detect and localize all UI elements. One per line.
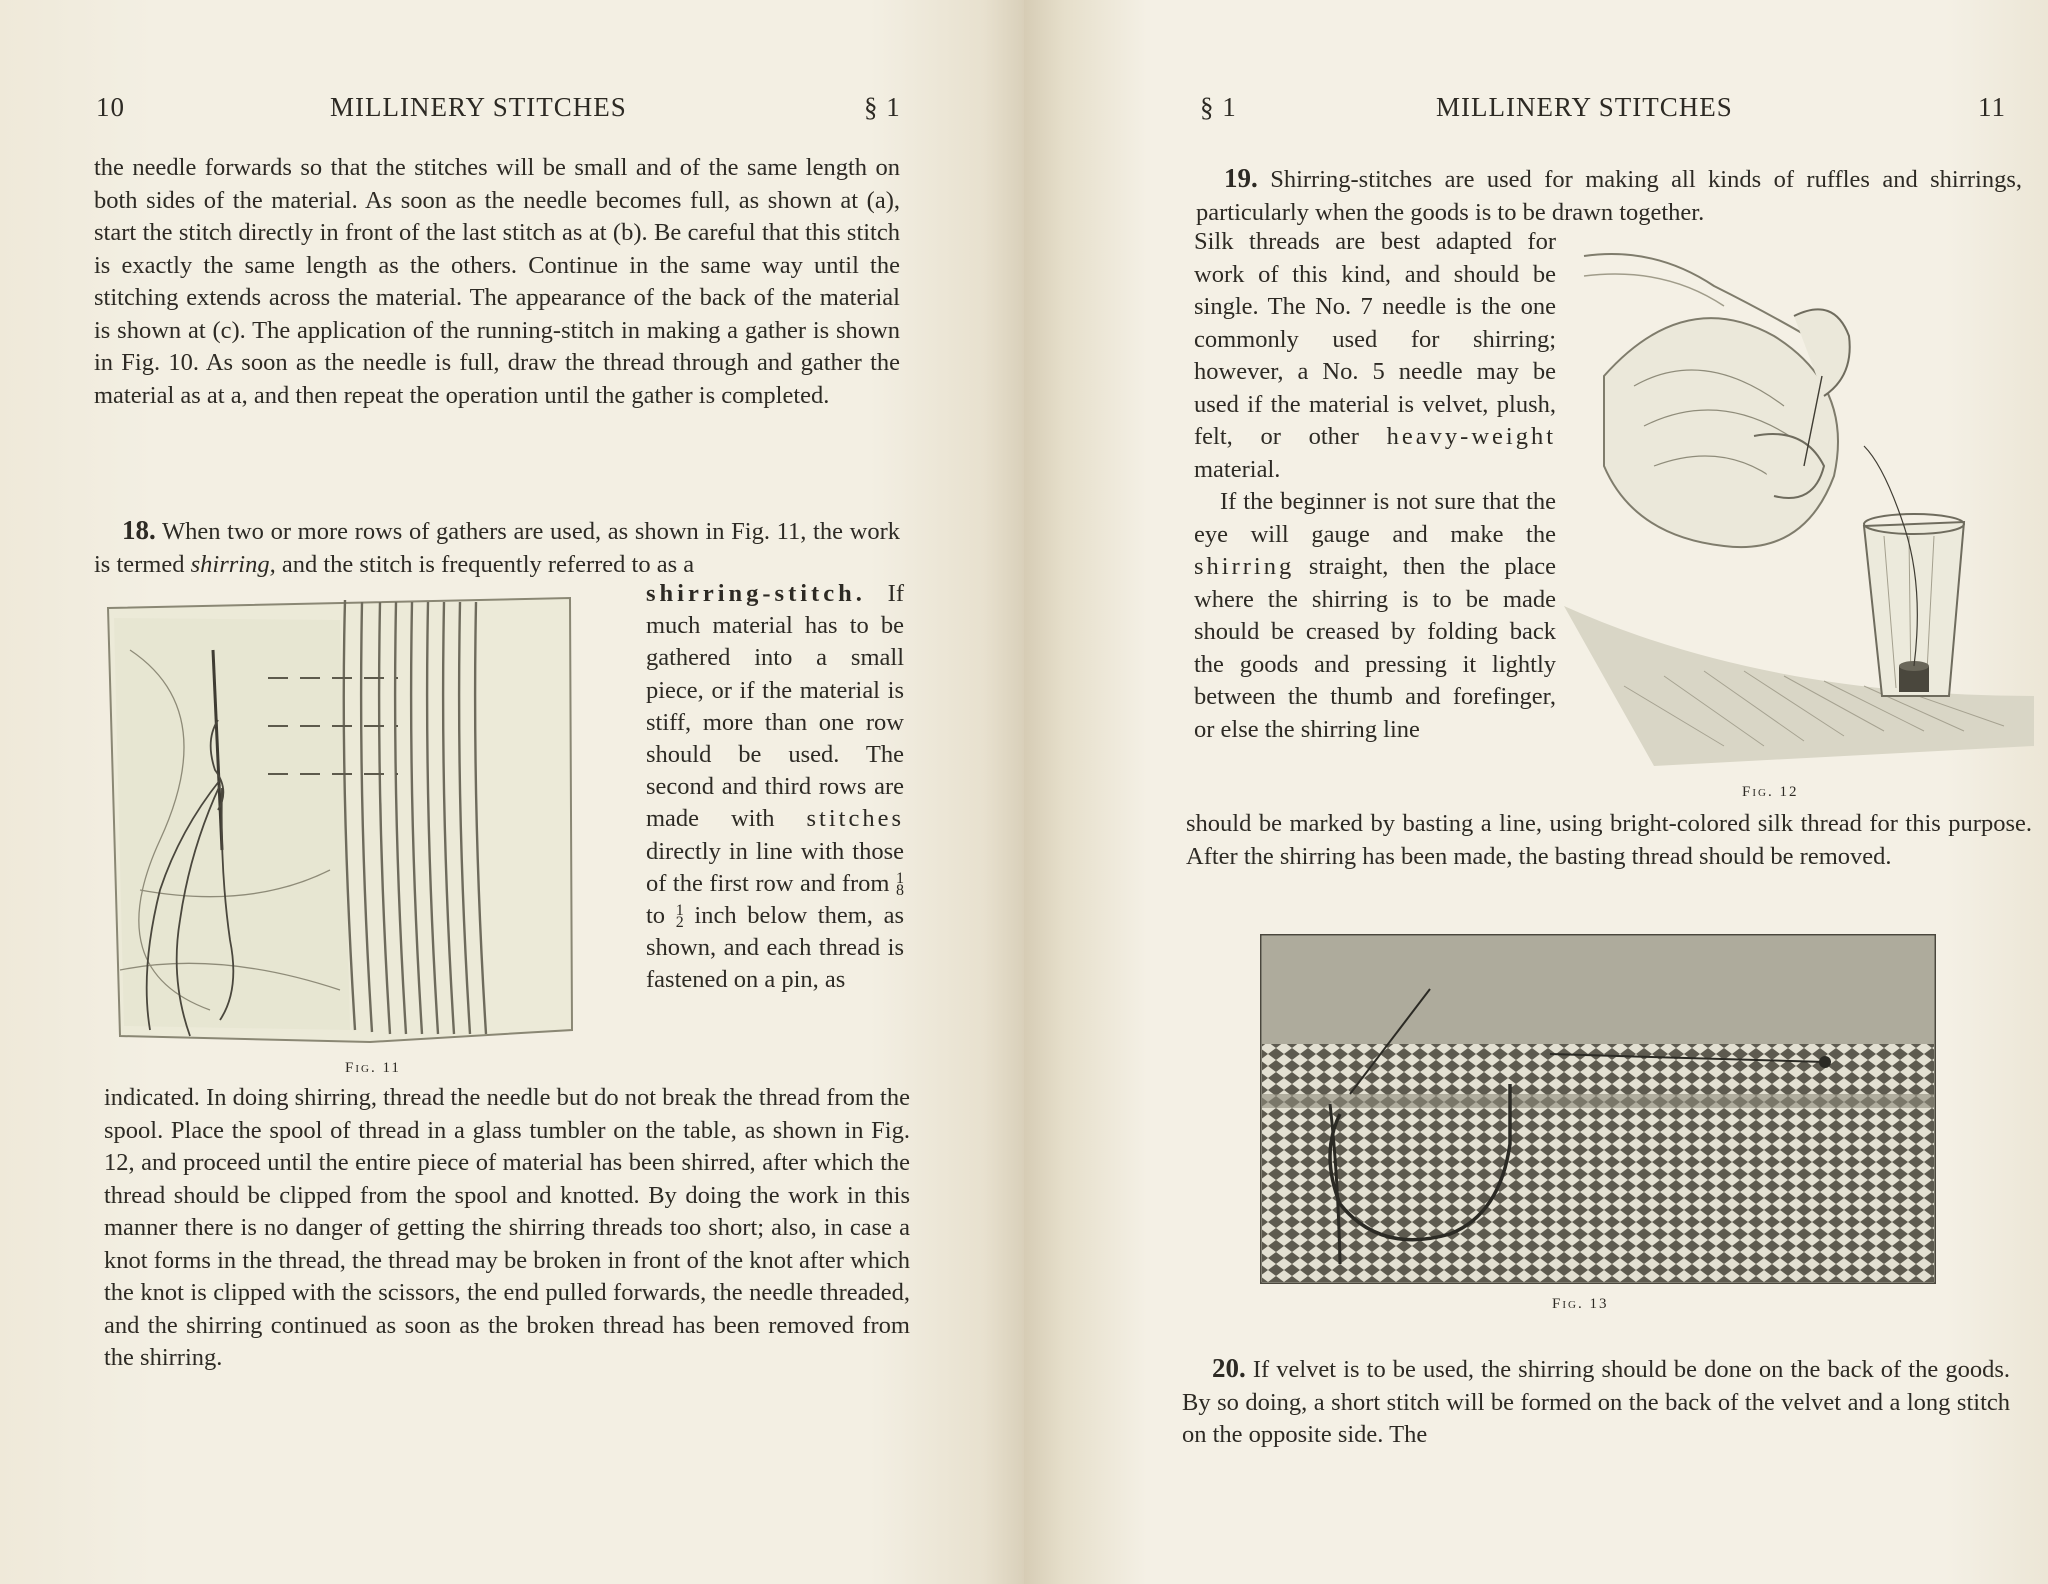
side-text-2: directly in line with those of the first row and from bbox=[646, 837, 904, 897]
section-number: 19. bbox=[1224, 163, 1258, 193]
side-column-text bbox=[1194, 226, 1556, 486]
page-number: 10 bbox=[96, 92, 125, 122]
section-19-after-text: should be marked by basting a line, using bright-colored silk thread for this purpose. After the shirring has been made, the basting thread should be removed. bbox=[1186, 810, 2032, 870]
section-18-intro bbox=[94, 514, 900, 581]
frac-num: 1 bbox=[675, 902, 684, 920]
term-shirring-stitch: shirring-stitch. bbox=[646, 580, 866, 607]
fig-11-illustration bbox=[100, 590, 580, 1050]
side-column-text-2 bbox=[1194, 486, 1556, 746]
section-number: 18. bbox=[122, 515, 156, 545]
section-text: Shirring-stitches are used for making all kinds of ruffles and shirrings, particularly when the goods is to be drawn together. bbox=[1196, 166, 2023, 226]
section-19-side-column bbox=[1194, 226, 1556, 746]
section-18-continued bbox=[104, 1082, 910, 1375]
section-mark: § 1 bbox=[1200, 92, 1237, 122]
section-mark: § 1 bbox=[864, 92, 901, 122]
fig-13-caption: Fig. 13 bbox=[1552, 1296, 1609, 1312]
section-text: and the stitch is frequently referred to as a bbox=[281, 550, 695, 578]
side-text-2a: If the beginner is not sure that the eye will gauge and make the bbox=[1194, 488, 1556, 548]
term-shirring: shirring, bbox=[190, 550, 276, 578]
frac-den: 8 bbox=[896, 882, 904, 900]
section-19-continued bbox=[1186, 808, 2032, 873]
side-text-3: inch below them, as shown, and each thread is fastened on a pin, as bbox=[646, 902, 904, 994]
section-20 bbox=[1182, 1352, 2010, 1452]
fig-13-photo bbox=[1260, 934, 1936, 1284]
fraction-to: to bbox=[646, 902, 666, 930]
term-shirring: shirring bbox=[1194, 553, 1295, 580]
fig-12-illustration bbox=[1564, 226, 2034, 776]
frac-num: 1 bbox=[896, 870, 904, 888]
fraction-one-eighth bbox=[896, 870, 904, 900]
paragraph-continued bbox=[94, 152, 900, 412]
section-text: When two or more rows of gathers are used, as shown in Fig. 11, the work is termed bbox=[94, 518, 900, 578]
section-number: 20. bbox=[1212, 1353, 1246, 1383]
side-text-2b: straight, then the place where the shirring is to be made should be creased by folding back the goods and pressing it lightly between the thumb and forefinger, or else the shirring line bbox=[1194, 553, 1556, 743]
term-stitches: stitches bbox=[806, 805, 904, 833]
side-column-text bbox=[646, 578, 904, 997]
running-title: MILLINERY STITCHES bbox=[330, 92, 627, 122]
section-text: If velvet is to be used, the shirring should be done on the back of the goods. By so doing, a short stitch will be formed on the back of the velvet and a long stitch on the opposite side. The bbox=[1182, 1356, 2010, 1448]
paragraph-text: the needle forwards so that the stitches will be small and of the same length on both sides of the material. As soon as the needle becomes full, as shown at (a), start the stitch directly in front of the last stitch as at (b). Be careful that this stitch is exactly the same length as the others. Continue in the same way until the stitching extends across the material. The appearance of the back of the material is shown at (c). The application of the running-stitch in making a gather is shown in Fig. 10. As soon as the needle is full, draw the thread through and gather the material as at a, and then repeat the operation until the gather is completed. bbox=[94, 154, 900, 409]
section-18-first-lines bbox=[94, 514, 900, 581]
term-heavy-weight: heavy-weight bbox=[1386, 423, 1556, 450]
right-page bbox=[1024, 0, 2048, 1584]
fraction-one-half bbox=[675, 902, 684, 932]
side-text: Silk threads are best adapted for work of this kind, and should be single. The No. 7 needle is the one commonly used for shirring; however, a No. 5 needle may be used if the material is velvet, plush, felt, or other bbox=[1194, 228, 1556, 450]
section-18-side-column bbox=[646, 578, 904, 997]
section-20-text-block bbox=[1182, 1352, 2010, 1452]
section-19-intro bbox=[1196, 162, 2022, 229]
fig-12-caption: Fig. 12 bbox=[1742, 784, 1799, 800]
section-18-after-text: indicated. In doing shirring, thread the needle but do not break the thread from the spool. Place the spool of thread in a glass tumbler on the table, as shown in Fig. 12, and proceed until the entire piece of material has been shirred, after which the thread should be clipped from the spool and knotted. By doing the work in this manner there is no danger of getting the shirring threads too short; also, in case a knot forms in the thread, the thread may be broken in front of the knot after which the knot is clipped with the scissors, the end pulled forwards, the needle threaded, and the shirring continued as soon as the broken thread has been removed from the shirring. bbox=[104, 1084, 910, 1371]
side-text-material: material. bbox=[1194, 455, 1281, 483]
fig-11-caption: Fig. 11 bbox=[345, 1060, 401, 1076]
section-19-first-lines bbox=[1196, 162, 2022, 229]
running-title: MILLINERY STITCHES bbox=[1436, 92, 1733, 122]
side-text: If much material has to be gathered into a small piece, or if the material is stiff, more than one row should be used. The second and third rows are made with bbox=[646, 580, 904, 833]
page-number: 11 bbox=[1978, 92, 2006, 122]
frac-den: 2 bbox=[675, 914, 684, 932]
